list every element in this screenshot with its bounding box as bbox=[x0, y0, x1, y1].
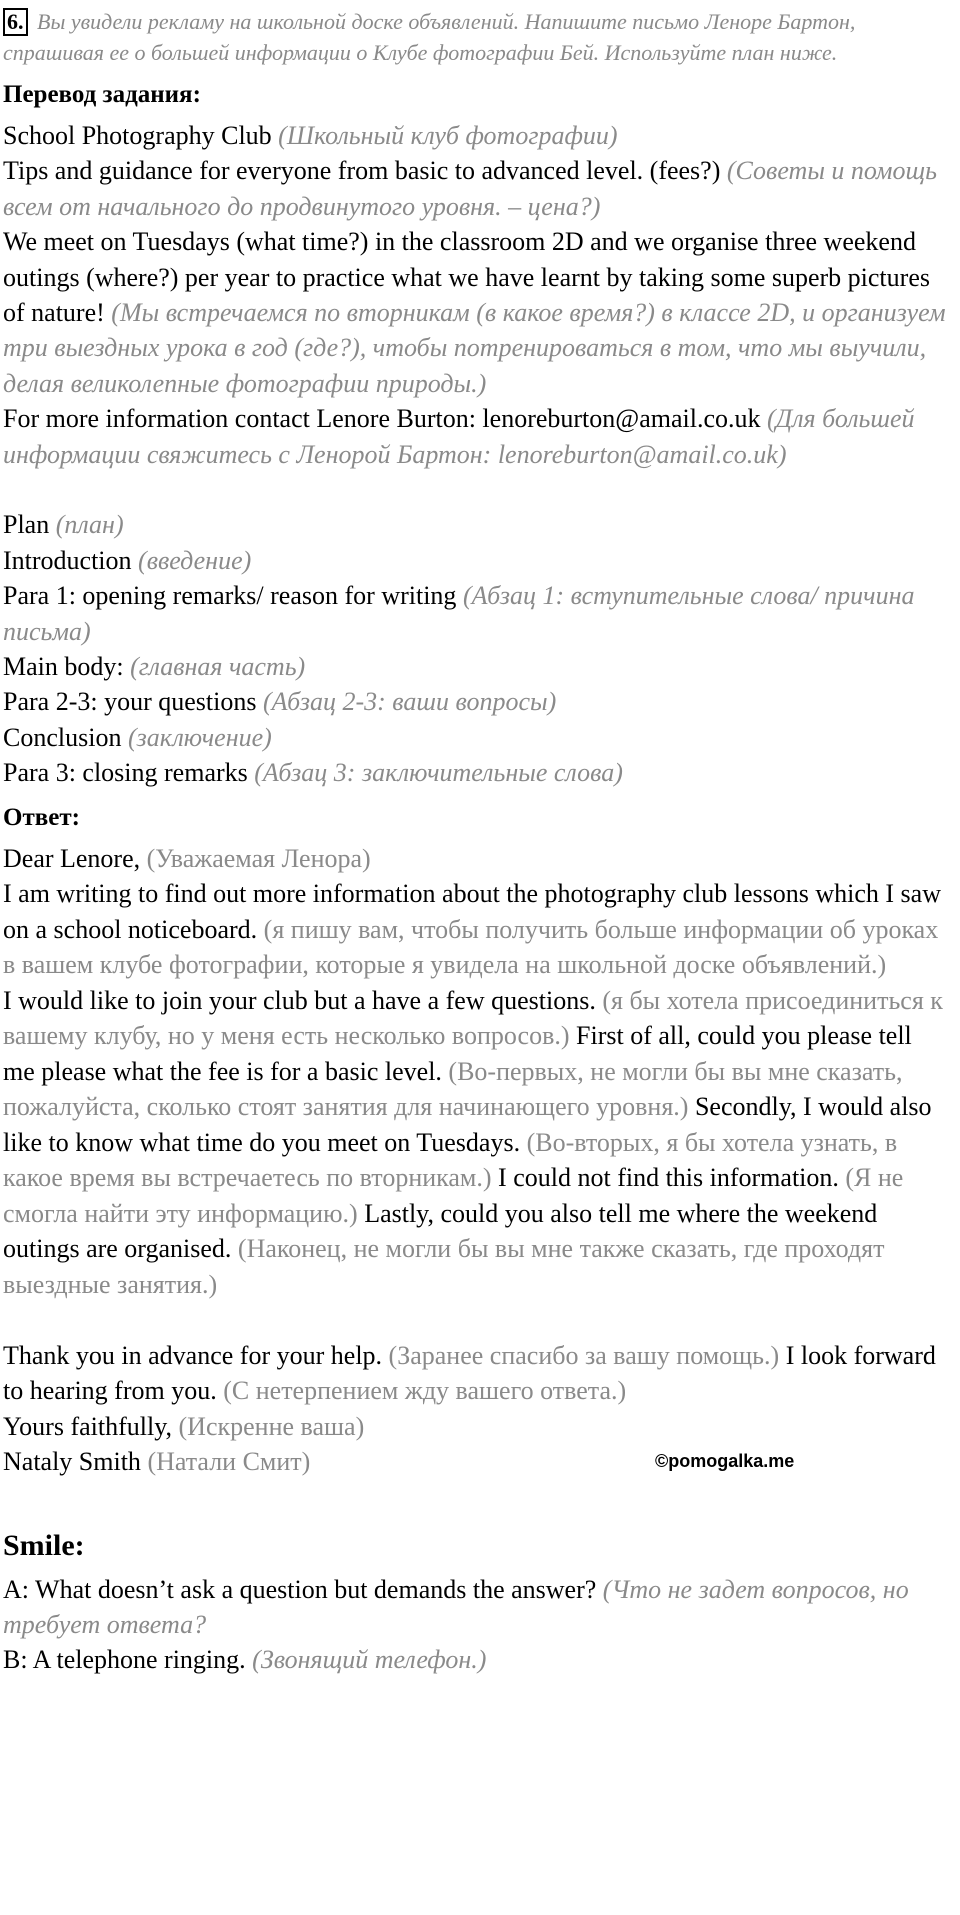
ad-text-ru: (Для большей информации свяжитесь с Ленорой Бартон: lenoreburton@amail.co.uk) bbox=[3, 404, 915, 469]
document-page bbox=[3, 6, 948, 1678]
plan-text-en: Para 3: closing remarks bbox=[3, 758, 248, 788]
plan-text-en: Conclusion bbox=[3, 722, 122, 752]
ad-text-en: School Photography Club bbox=[3, 121, 272, 150]
plan-line bbox=[3, 649, 948, 684]
plan-text-en: Introduction bbox=[3, 545, 132, 575]
sentence-en: First of all, could you please tell me please what the fee is for a basic level. bbox=[3, 1021, 912, 1086]
plan-text-ru: (введение) bbox=[138, 545, 252, 575]
sentence-ru: (Во-первых, не могли бы вы мне сказать, пожалуйста, сколько стоят занятия для начинающего уровня.) bbox=[3, 1056, 903, 1122]
sentence-en: I could not find this information. bbox=[498, 1163, 839, 1193]
plan-line bbox=[3, 543, 948, 578]
smile-text-ru: (Звонящий телефон.) bbox=[252, 1645, 487, 1675]
sentence-ru: (Заранее спасибо за вашу помощь.) bbox=[388, 1340, 780, 1370]
letter-greeting bbox=[3, 841, 948, 877]
plan-text-en: Main body: bbox=[3, 652, 124, 682]
task-instruction bbox=[3, 6, 948, 68]
sentence-ru: (Наконец, не могли бы вы мне также сказать, где проходят выездные занятия.) bbox=[3, 1234, 885, 1299]
ad-text-ru: (Советы и помощь всем от начального до продвинутого уровня. – цена?) bbox=[3, 156, 937, 221]
smile-text-en: B: A telephone ringing. bbox=[3, 1645, 246, 1675]
spacer bbox=[3, 1480, 948, 1526]
plan-text-ru: (Абзац 3: заключительные слова) bbox=[254, 758, 623, 788]
sentence-ru: (Во-вторых, я бы хотела узнать, в какое время вы встречаетесь по вторникам.) bbox=[3, 1127, 898, 1193]
smile-line bbox=[3, 1642, 948, 1677]
letter-closing bbox=[3, 1409, 948, 1445]
sentence-ru: (я бы хотела присоединиться к вашему клубу, но у меня есть несколько вопросов.) bbox=[3, 985, 943, 1051]
smile-section bbox=[3, 1526, 948, 1678]
signature-row bbox=[3, 1444, 948, 1480]
plan-line bbox=[3, 507, 948, 542]
spacer bbox=[3, 1302, 948, 1337]
watermark: ©pomogalka.me bbox=[655, 1451, 795, 1472]
plan-text-ru: (заключение) bbox=[127, 722, 272, 752]
answer-heading: Ответ: bbox=[3, 803, 80, 831]
plan-text-en: Plan bbox=[3, 510, 50, 540]
closing-en: Yours faithfully, bbox=[3, 1411, 173, 1441]
plan-text-en: Para 2-3: your questions bbox=[3, 687, 257, 717]
ad-line bbox=[3, 153, 948, 224]
ad-text-en: For more information contact Lenore Burton: lenoreburton@amail.co.uk bbox=[3, 404, 761, 434]
letter-paragraph bbox=[3, 876, 948, 983]
greeting-ru: (Уважаемая Ленора) bbox=[146, 843, 371, 873]
ad-line bbox=[3, 118, 948, 153]
advertisement-section bbox=[3, 118, 948, 472]
sentence-en: Lastly, could you also tell me where the weekend outings are organised. bbox=[3, 1198, 878, 1264]
ad-text-en: We meet on Tuesdays (what time?) in the classroom 2D and we organise three weekend outings (where?) per year to practice what we have learnt by taking some superb pictures of nature! bbox=[3, 227, 930, 328]
plan-text-ru: (главная часть) bbox=[130, 652, 306, 682]
plan-line bbox=[3, 684, 948, 719]
sentence-en: I am writing to find out more information about the photography club lessons which I saw on a school noticeboard. bbox=[3, 879, 941, 944]
letter-paragraph bbox=[3, 983, 948, 1303]
plan-text-ru: (Абзац 1: вступительные слова/ причина письма) bbox=[3, 581, 915, 646]
translation-heading: Перевод задания: bbox=[3, 81, 201, 108]
letter bbox=[3, 841, 948, 1480]
task-number: 6. bbox=[3, 8, 28, 36]
sentence-en: I look forward to hearing from you. bbox=[3, 1340, 936, 1406]
sentence-en: Thank you in advance for your help. bbox=[3, 1340, 383, 1370]
sentence-ru: (Я не смогла найти эту информацию.) bbox=[3, 1163, 904, 1228]
greeting-en: Dear Lenore, bbox=[3, 843, 141, 873]
closing-ru: (Искренне ваша) bbox=[178, 1411, 365, 1441]
smile-text-en: A: What doesn’t ask a question but demands the answer? bbox=[3, 1574, 597, 1604]
sentence-en: I would like to join your club but a have a few questions. bbox=[3, 985, 596, 1015]
sentence-en: Secondly, I would also like to know what time do you meet on Tuesdays. bbox=[3, 1092, 932, 1157]
letter-paragraph bbox=[3, 1338, 948, 1409]
signature-ru: (Натали Смит) bbox=[147, 1447, 311, 1477]
ad-text-ru: (Школьный клуб фотографии) bbox=[278, 121, 618, 150]
smile-heading: Smile: bbox=[3, 1528, 85, 1562]
plan-text-ru: (Абзац 2-3: ваши вопросы) bbox=[262, 687, 557, 717]
ad-text-ru: (Мы встречаемся по вторникам (в какое время?) в классе 2D, и организуем три выездных урока в год (где?), чтобы потренироваться в том, что мы выучили, делая великолепные фотографии природы.) bbox=[3, 298, 946, 398]
ad-line bbox=[3, 224, 948, 401]
plan-text-en: Para 1: opening remarks/ reason for writing bbox=[3, 581, 457, 611]
task-text: Вы увидели рекламу на школьной доске объявлений. Напишите письмо Леноре Бартон, спрашивая ее о большей информации о Клубе фотографии Бей. Используйте план ниже. bbox=[3, 9, 856, 65]
plan-line bbox=[3, 720, 948, 755]
plan-section bbox=[3, 507, 948, 790]
letter-signature bbox=[3, 1444, 948, 1480]
smile-line bbox=[3, 1572, 948, 1643]
plan-line bbox=[3, 755, 948, 790]
plan-text-ru: (план) bbox=[55, 510, 124, 540]
smile-text-ru: (Что не задет вопросов, но требует ответа? bbox=[3, 1574, 909, 1639]
sentence-ru: (я пишу вам, чтобы получить больше информации об уроках в вашем клубе фотографии, которые я увидела на школьной доске объявлений.) bbox=[3, 914, 939, 980]
plan-line bbox=[3, 578, 948, 649]
ad-line bbox=[3, 401, 948, 472]
ad-text-en: Tips and guidance for everyone from basic to advanced level. (fees?) bbox=[3, 156, 721, 186]
sentence-ru: (С нетерпением жду вашего ответа.) bbox=[223, 1376, 627, 1406]
signature-en: Nataly Smith bbox=[3, 1447, 141, 1477]
spacer bbox=[3, 472, 948, 507]
